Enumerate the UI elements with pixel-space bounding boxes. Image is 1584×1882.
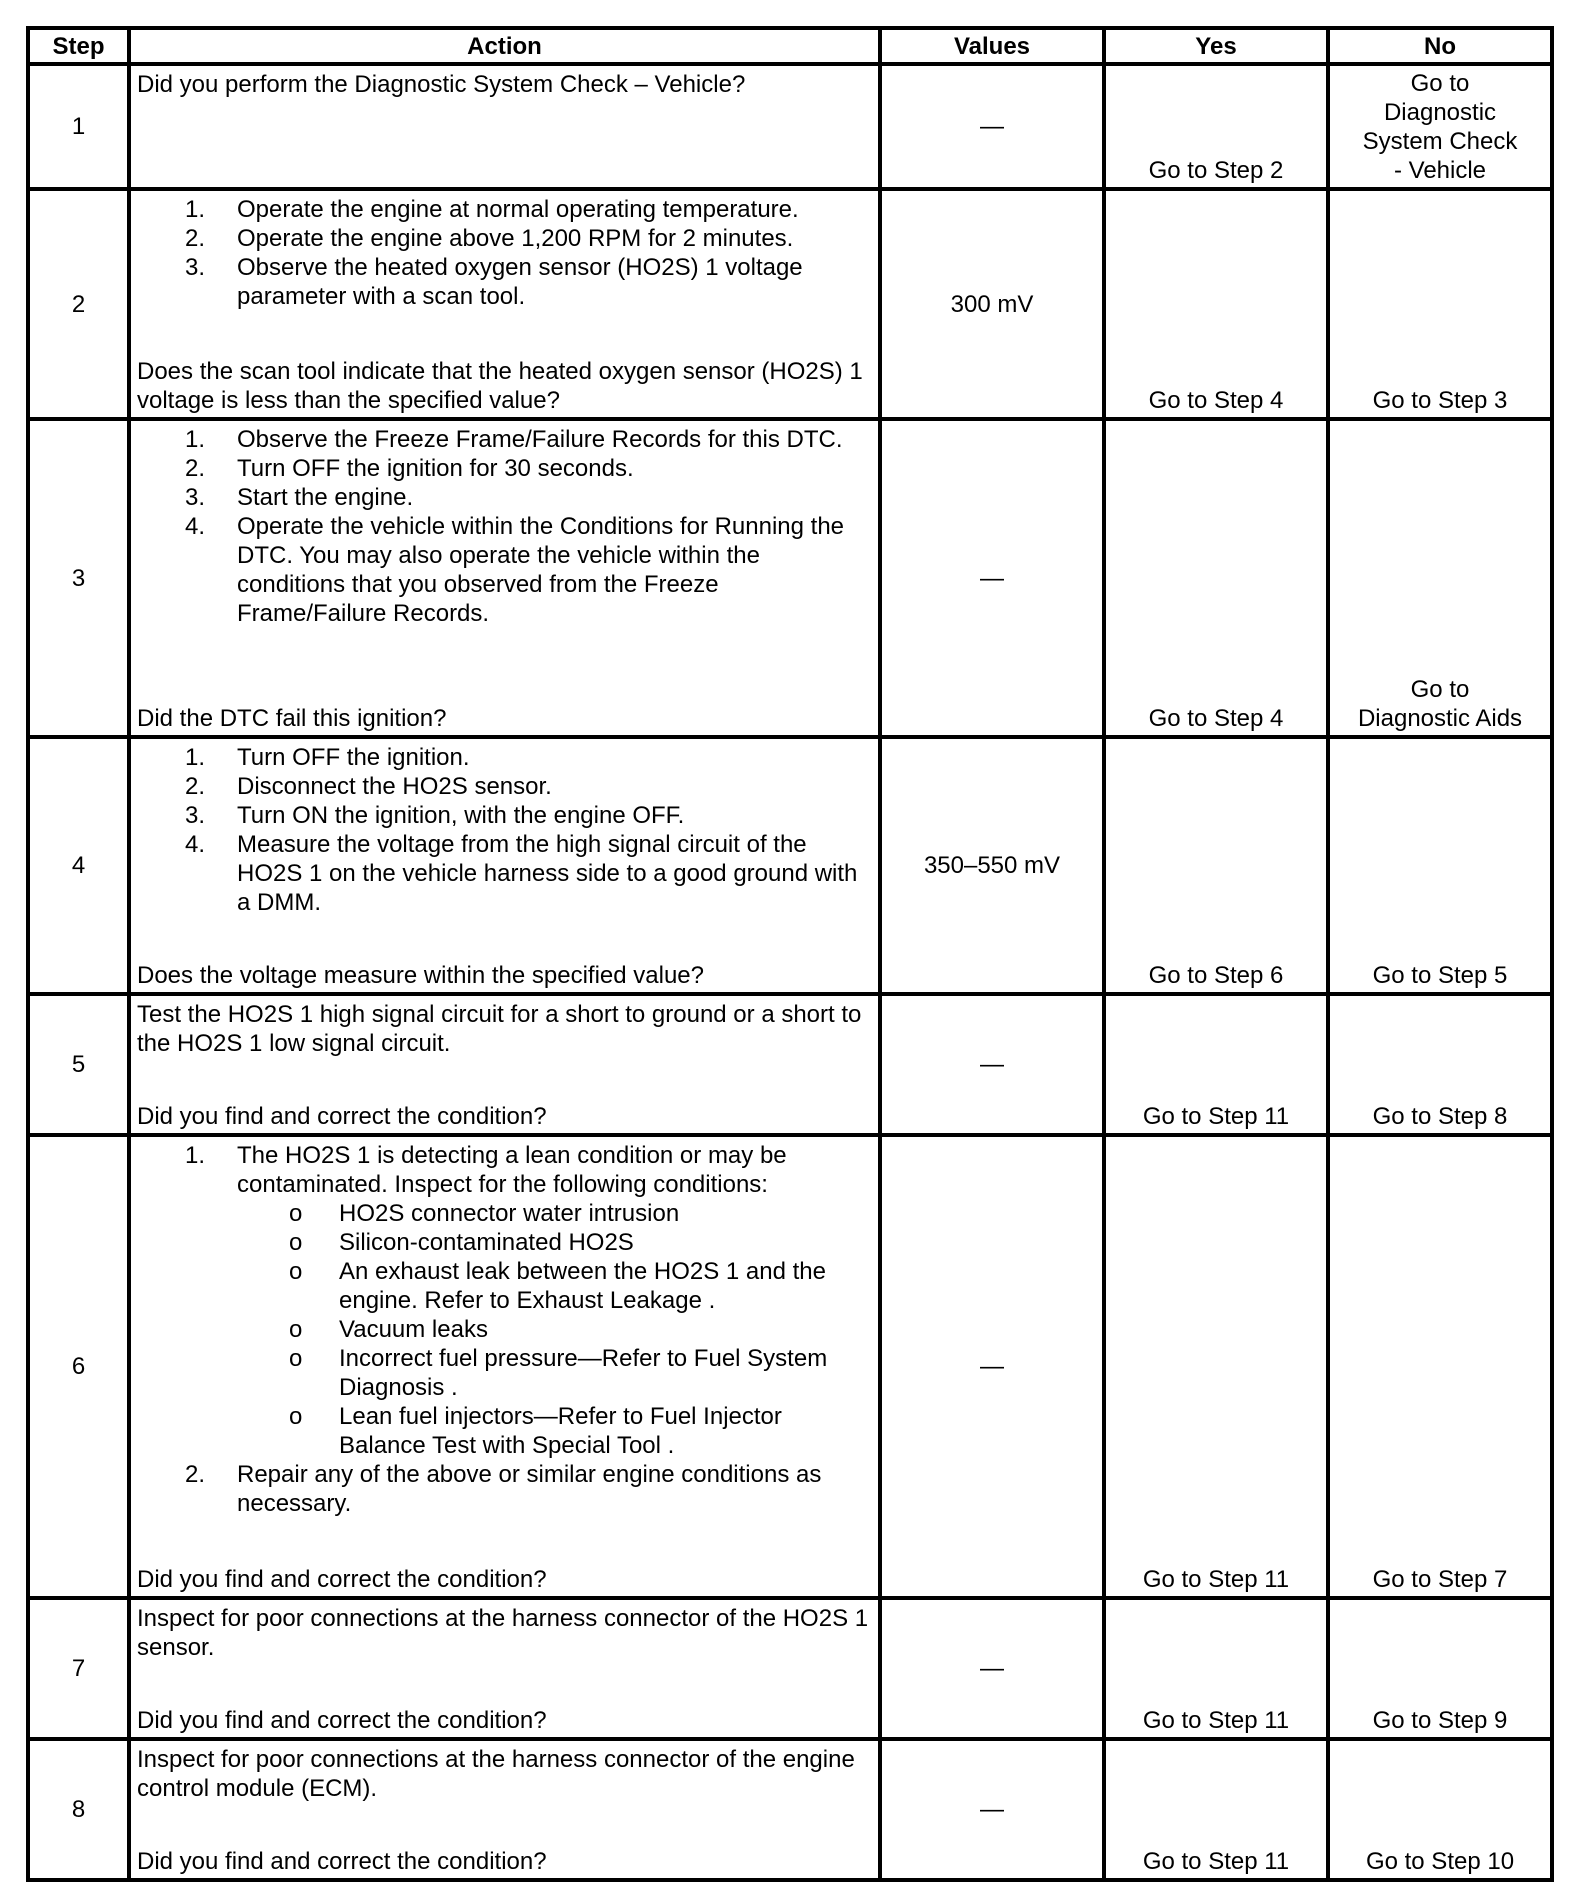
action-step-item xyxy=(237,1141,872,1460)
no-cell xyxy=(1328,419,1552,737)
value-cell: — xyxy=(880,64,1104,189)
step-number: 1 xyxy=(28,64,129,189)
action-cell xyxy=(129,189,880,419)
action-cell xyxy=(129,994,880,1135)
action-cell xyxy=(129,419,880,737)
header-no: No xyxy=(1328,28,1552,64)
action-step-item: Turn OFF the ignition. xyxy=(237,744,470,771)
table-row-step-6 xyxy=(28,1135,1552,1598)
value-cell: — xyxy=(880,1135,1104,1598)
action-steps xyxy=(137,1141,872,1518)
no-cell: Go to Step 3 xyxy=(1328,189,1552,419)
action-question: Did you find and correct the condition? xyxy=(137,1103,547,1130)
step-number: 3 xyxy=(28,419,129,737)
action-question: Did you find and correct the condition? xyxy=(137,1707,547,1734)
table-row-step-4 xyxy=(28,737,1552,994)
condition-list xyxy=(237,1199,872,1460)
action-cell xyxy=(129,1598,880,1739)
value-cell: — xyxy=(880,1598,1104,1739)
action-text: Inspect for poor connections at the harness connector of the HO2S 1 sensor. xyxy=(137,1605,869,1661)
action-question: Does the scan tool indicate that the heated oxygen sensor (HO2S) 1 voltage is less than the specified value? xyxy=(137,358,863,414)
table-row-step-7 xyxy=(28,1598,1552,1739)
table-row-step-8 xyxy=(28,1739,1552,1880)
yes-cell: Go to Step 6 xyxy=(1104,737,1328,994)
header-row xyxy=(28,28,1552,64)
step-number: 5 xyxy=(28,994,129,1135)
no-cell xyxy=(1328,64,1552,189)
value-cell: — xyxy=(880,419,1104,737)
value-cell: 300 mV xyxy=(880,189,1104,419)
action-step-item: Operate the vehicle within the Conditions for Running the DTC. You may also operate the vehicle within the conditions that you observed from the Freeze Frame/Failure Records. xyxy=(237,513,845,627)
no-cell: Go to Step 7 xyxy=(1328,1135,1552,1598)
yes-cell: Go to Step 11 xyxy=(1104,1135,1328,1598)
condition-item: o An exhaust leak between the HO2S 1 and the engine. Refer to Exhaust Leakage . xyxy=(339,1257,872,1315)
yes-cell: Go to Step 11 xyxy=(1104,1598,1328,1739)
step-number: 4 xyxy=(28,737,129,994)
table-row-step-5 xyxy=(28,994,1552,1135)
step-number: 7 xyxy=(28,1598,129,1739)
no-cell: Go to Step 5 xyxy=(1328,737,1552,994)
condition-item: o Incorrect fuel pressure—Refer to Fuel System Diagnosis . xyxy=(339,1344,872,1402)
yes-cell: Go to Step 4 xyxy=(1104,189,1328,419)
condition-item: o HO2S connector water intrusion xyxy=(339,1199,872,1228)
action-question: Did you find and correct the condition? xyxy=(137,1848,547,1875)
action-text: Test the HO2S 1 high signal circuit for a short to ground or a short to the HO2S 1 low signal circuit. xyxy=(137,1001,862,1057)
yes-cell: Go to Step 4 xyxy=(1104,419,1328,737)
action-cell xyxy=(129,1135,880,1598)
action-steps xyxy=(137,425,872,628)
table-row-step-3 xyxy=(28,419,1552,737)
condition-item: o Lean fuel injectors—Refer to Fuel Injector Balance Test with Special Tool . xyxy=(339,1402,872,1460)
no-cell: Go to Step 10 xyxy=(1328,1739,1552,1880)
header-values: Values xyxy=(880,28,1104,64)
no-cell: Go to Step 9 xyxy=(1328,1598,1552,1739)
action-step-item: Operate the engine above 1,200 RPM for 2 minutes. xyxy=(237,225,794,252)
value-cell: 350–550 mV xyxy=(880,737,1104,994)
action-text: Did you perform the Diagnostic System Check – Vehicle? xyxy=(137,71,746,98)
value-cell: — xyxy=(880,994,1104,1135)
step-number: 8 xyxy=(28,1739,129,1880)
step-number: 6 xyxy=(28,1135,129,1598)
action-steps xyxy=(137,195,872,311)
action-step-item: Turn OFF the ignition for 30 seconds. xyxy=(237,455,634,482)
no-text: Go to Diagnostic System Check - Vehicle xyxy=(1362,70,1518,184)
condition-item: o Silicon-contaminated HO2S xyxy=(339,1228,872,1257)
action-step-item: Start the engine. xyxy=(237,484,414,511)
action-text: Inspect for poor connections at the harness connector of the engine control module (ECM). xyxy=(137,1746,855,1802)
action-steps xyxy=(137,743,872,917)
action-cell xyxy=(129,64,880,189)
header-step: Step xyxy=(28,28,129,64)
condition-item: o Vacuum leaks xyxy=(339,1315,872,1344)
action-step-item: Disconnect the HO2S sensor. xyxy=(237,773,552,800)
table-row-step-2 xyxy=(28,189,1552,419)
diagnostic-table xyxy=(26,26,1554,1882)
action-question: Did you find and correct the condition? xyxy=(137,1566,547,1593)
action-step-item: Observe the Freeze Frame/Failure Records for this DTC. xyxy=(237,426,843,453)
no-cell: Go to Step 8 xyxy=(1328,994,1552,1135)
step-number: 2 xyxy=(28,189,129,419)
action-step-text: The HO2S 1 is detecting a lean condition or may be contaminated. Inspect for the following conditions: xyxy=(237,1142,787,1198)
action-cell xyxy=(129,737,880,994)
action-step-item: Measure the voltage from the high signal circuit of the HO2S 1 on the vehicle harness side to a good ground with a DMM. xyxy=(237,831,858,916)
action-question: Did the DTC fail this ignition? xyxy=(137,705,447,732)
yes-cell: Go to Step 11 xyxy=(1104,994,1328,1135)
action-step-item: Observe the heated oxygen sensor (HO2S) 1 voltage parameter with a scan tool. xyxy=(237,254,803,310)
action-step-item: Turn ON the ignition, with the engine OFF. xyxy=(237,802,685,829)
action-step-item: Operate the engine at normal operating temperature. xyxy=(237,196,799,223)
header-action: Action xyxy=(129,28,880,64)
yes-cell: Go to Step 2 xyxy=(1104,64,1328,189)
value-cell: — xyxy=(880,1739,1104,1880)
yes-cell: Go to Step 11 xyxy=(1104,1739,1328,1880)
no-text: Go to Diagnostic Aids xyxy=(1357,676,1523,732)
action-question: Does the voltage measure within the specified value? xyxy=(137,962,704,989)
header-yes: Yes xyxy=(1104,28,1328,64)
action-cell xyxy=(129,1739,880,1880)
action-step-item: Repair any of the above or similar engine conditions as necessary. xyxy=(237,1461,822,1517)
table-row-step-1 xyxy=(28,64,1552,189)
